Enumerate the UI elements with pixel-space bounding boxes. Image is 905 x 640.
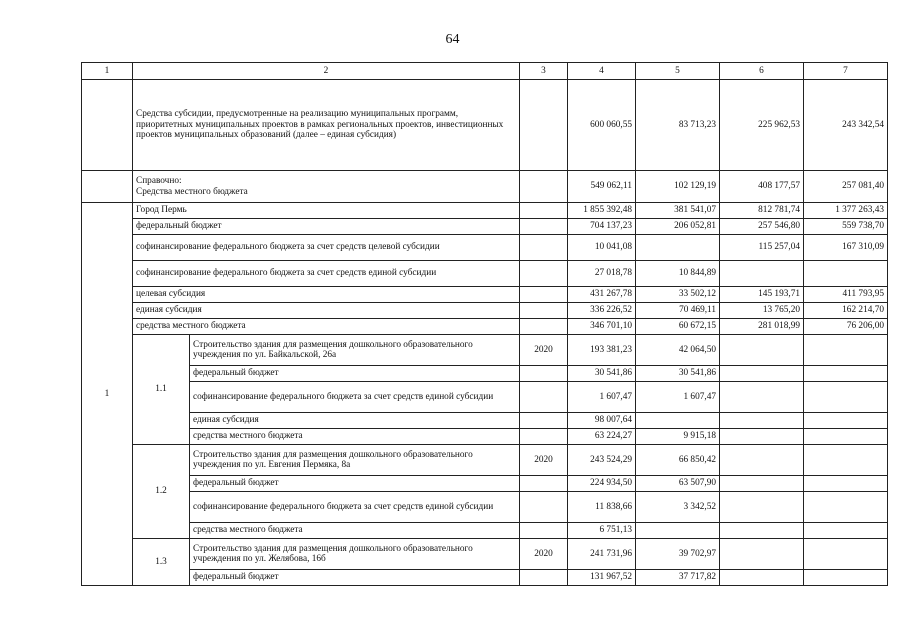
empty-cell: [520, 413, 568, 429]
city-c6: 257 546,80: [720, 219, 804, 235]
project-row-c4: 224 934,50: [568, 476, 636, 492]
empty-cell: [804, 413, 888, 429]
empty-cell: [520, 492, 568, 523]
empty-cell: [804, 445, 888, 476]
col-5-header: 5: [636, 63, 720, 80]
table-row: [82, 335, 888, 366]
col-3-header: 3: [520, 63, 568, 80]
table-row: [82, 261, 888, 287]
project-row-c5: 1 607,47: [636, 382, 720, 413]
project-title: Строительство здания для размещения дошкольного образовательного учреждения по ул. Байкальской, 26а: [190, 335, 520, 366]
city-c7: [804, 261, 888, 287]
local-ref-c6: 408 177,57: [720, 171, 804, 203]
project-row-c5: [636, 523, 720, 539]
project-title: Строительство здания для размещения дошкольного образовательного учреждения по ул. Евгения Пермяка, 8а: [190, 445, 520, 476]
local-ref-line1: Справочно:: [136, 176, 182, 186]
city-c5: 70 469,11: [636, 303, 720, 319]
city-label: софинансирование федерального бюджета за счет средств единой субсидии: [133, 261, 520, 287]
empty-cell: [720, 539, 804, 570]
project-year: 2020: [520, 539, 568, 570]
empty-cell: [804, 570, 888, 586]
table-row: [82, 570, 888, 586]
city-c4: 346 701,10: [568, 319, 636, 335]
city-label: целевая субсидия: [133, 287, 520, 303]
project-row-label: средства местного бюджета: [190, 429, 520, 445]
city-c6: [720, 261, 804, 287]
table-row: [82, 523, 888, 539]
empty-cell: [804, 429, 888, 445]
city-c5: 33 502,12: [636, 287, 720, 303]
project-code: 1.3: [133, 539, 190, 586]
table-row: [82, 235, 888, 261]
table-row: [82, 413, 888, 429]
project-row-c4: 63 224,27: [568, 429, 636, 445]
table-row: [82, 171, 888, 203]
city-c4: 336 226,52: [568, 303, 636, 319]
table-row: [82, 382, 888, 413]
city-c7: 559 738,70: [804, 219, 888, 235]
project-row-label: софинансирование федерального бюджета за счет средств единой субсидии: [190, 382, 520, 413]
empty-cell: [520, 80, 568, 171]
empty-cell: [520, 287, 568, 303]
budget-table: [81, 62, 888, 586]
city-label: средства местного бюджета: [133, 319, 520, 335]
city-c5: 10 844,89: [636, 261, 720, 287]
project-row-label: федеральный бюджет: [190, 476, 520, 492]
table-row: [82, 219, 888, 235]
table-row: [82, 80, 888, 171]
row-number: 1: [82, 203, 133, 586]
local-ref-c7: 257 081,40: [804, 171, 888, 203]
project-row-c4: 1 607,47: [568, 382, 636, 413]
empty-cell: [520, 319, 568, 335]
project-c5: 42 064,50: [636, 335, 720, 366]
empty-cell: [804, 382, 888, 413]
empty-cell: [720, 382, 804, 413]
empty-cell: [720, 523, 804, 539]
empty-cell: [520, 203, 568, 219]
empty-cell: [804, 492, 888, 523]
local-ref-c4: 549 062,11: [568, 171, 636, 203]
city-c5: 206 052,81: [636, 219, 720, 235]
project-row-label: единая субсидия: [190, 413, 520, 429]
empty-cell: [720, 366, 804, 382]
city-c5: 60 672,15: [636, 319, 720, 335]
project-c4: 193 381,23: [568, 335, 636, 366]
project-code: 1.2: [133, 445, 190, 539]
header-row: [82, 63, 888, 80]
empty-cell: [804, 539, 888, 570]
project-row-c4: 131 967,52: [568, 570, 636, 586]
project-row-c4: 30 541,86: [568, 366, 636, 382]
city-c5: [636, 235, 720, 261]
empty-cell: [804, 335, 888, 366]
empty-cell: [520, 261, 568, 287]
empty-cell: [520, 570, 568, 586]
project-row-c5: 30 541,86: [636, 366, 720, 382]
empty-cell: [520, 523, 568, 539]
empty-cell: [720, 429, 804, 445]
empty-cell: [520, 366, 568, 382]
table-row: [82, 319, 888, 335]
city-c7: 167 310,09: [804, 235, 888, 261]
city-c6: 812 781,74: [720, 203, 804, 219]
city-label: федеральный бюджет: [133, 219, 520, 235]
city-c6: 281 018,99: [720, 319, 804, 335]
empty-cell: [82, 171, 133, 203]
empty-cell: [520, 219, 568, 235]
empty-cell: [720, 476, 804, 492]
table-row: [82, 366, 888, 382]
subsidy-c7: 243 342,54: [804, 80, 888, 171]
city-c4: 431 267,78: [568, 287, 636, 303]
project-row-label: федеральный бюджет: [190, 570, 520, 586]
project-row-label: федеральный бюджет: [190, 366, 520, 382]
empty-cell: [520, 382, 568, 413]
empty-cell: [720, 335, 804, 366]
empty-cell: [520, 171, 568, 203]
local-ref-label: [133, 171, 520, 203]
project-row-c5: 3 342,52: [636, 492, 720, 523]
empty-cell: [520, 235, 568, 261]
city-c4: 27 018,78: [568, 261, 636, 287]
col-6-header: 6: [720, 63, 804, 80]
project-row-c4: 98 007,64: [568, 413, 636, 429]
table-row: [82, 445, 888, 476]
city-label: софинансирование федерального бюджета за счет средств целевой субсидии: [133, 235, 520, 261]
city-c4: 704 137,23: [568, 219, 636, 235]
table-row: [82, 492, 888, 523]
empty-cell: [804, 366, 888, 382]
empty-cell: [520, 429, 568, 445]
col-2-header: 2: [133, 63, 520, 80]
subsidy-c6: 225 962,53: [720, 80, 804, 171]
empty-cell: [82, 80, 133, 171]
local-ref-c5: 102 129,19: [636, 171, 720, 203]
project-row-c5: [636, 413, 720, 429]
project-row-c5: 63 507,90: [636, 476, 720, 492]
empty-cell: [720, 570, 804, 586]
table-row: [82, 429, 888, 445]
empty-cell: [720, 492, 804, 523]
city-c4: 1 855 392,48: [568, 203, 636, 219]
city-c7: 76 206,00: [804, 319, 888, 335]
project-title: Строительство здания для размещения дошкольного образовательного учреждения по ул. Желябова, 16б: [190, 539, 520, 570]
project-year: 2020: [520, 335, 568, 366]
local-ref-line2: Средства местного бюджета: [136, 186, 248, 197]
city-c7: 162 214,70: [804, 303, 888, 319]
project-c5: 66 850,42: [636, 445, 720, 476]
city-c7: 411 793,95: [804, 287, 888, 303]
page-number: 64: [445, 32, 460, 47]
table-row: [82, 539, 888, 570]
table-row: [82, 303, 888, 319]
project-c4: 243 524,29: [568, 445, 636, 476]
subsidy-c4: 600 060,55: [568, 80, 636, 171]
project-code: 1.1: [133, 335, 190, 445]
col-7-header: 7: [804, 63, 888, 80]
city-c7: 1 377 263,43: [804, 203, 888, 219]
subsidy-label: Средства субсидии, предусмотренные на реализацию муниципальных программ, приоритетных муниципальных проектов в рамках региональных проектов, инвестиционных проектов муниципальных образований (далее – единая субсидия): [133, 80, 520, 171]
project-c5: 39 702,97: [636, 539, 720, 570]
city-label: Город Пермь: [133, 203, 520, 219]
city-label: единая субсидия: [133, 303, 520, 319]
project-c4: 241 731,96: [568, 539, 636, 570]
project-row-c4: 11 838,66: [568, 492, 636, 523]
city-c6: 115 257,04: [720, 235, 804, 261]
empty-cell: [520, 303, 568, 319]
empty-cell: [720, 445, 804, 476]
project-row-label: средства местного бюджета: [190, 523, 520, 539]
empty-cell: [720, 413, 804, 429]
empty-cell: [520, 476, 568, 492]
city-c5: 381 541,07: [636, 203, 720, 219]
table-row: [82, 476, 888, 492]
table-row: [82, 203, 888, 219]
city-c4: 10 041,08: [568, 235, 636, 261]
project-year: 2020: [520, 445, 568, 476]
table-row: [82, 287, 888, 303]
project-row-c5: 37 717,82: [636, 570, 720, 586]
subsidy-c5: 83 713,23: [636, 80, 720, 171]
empty-cell: [804, 523, 888, 539]
empty-cell: [804, 476, 888, 492]
city-c6: 13 765,20: [720, 303, 804, 319]
city-c6: 145 193,71: [720, 287, 804, 303]
project-row-c5: 9 915,18: [636, 429, 720, 445]
col-1-header: 1: [82, 63, 133, 80]
col-4-header: 4: [568, 63, 636, 80]
project-row-c4: 6 751,13: [568, 523, 636, 539]
project-row-label: софинансирование федерального бюджета за счет средств единой субсидии: [190, 492, 520, 523]
